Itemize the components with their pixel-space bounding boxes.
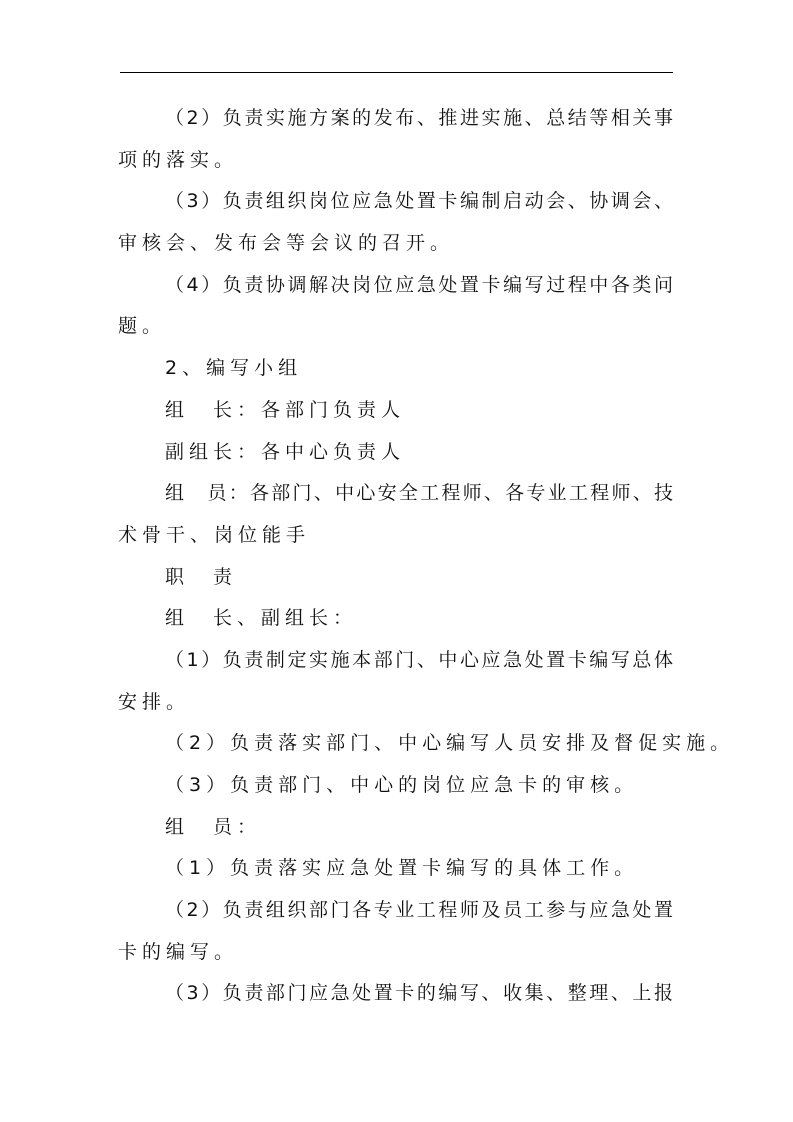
text-line: （3）负责部门应急处置卡的编写、收集、整理、上报 (165, 982, 673, 1005)
text-line: （2）负责组织部门各专业工程师及员工参与应急处置 (165, 899, 673, 922)
text-line: 组 长：各部门负责人 (165, 398, 406, 421)
text-line: 安排。 (118, 690, 191, 713)
text-line: 审核会、发布会等会议的召开。 (118, 232, 455, 255)
document-body (118, 102, 735, 1019)
text-line: 术骨干、岗位能手 (118, 523, 311, 546)
text-line: 卡的编写。 (118, 940, 239, 963)
text-line: 题。 (118, 315, 167, 338)
text-line: （2）负责实施方案的发布、推进实施、总结等相关事 (165, 107, 673, 129)
text-line: 组 长、副组长： (165, 607, 358, 630)
text-line: （1）负责落实应急处置卡编写的具体工作。 (165, 857, 639, 880)
text-line: （3）负责组织岗位应急处置卡编制启动会、协调会、 (165, 190, 673, 213)
text-line: 2、编写小组 (165, 357, 303, 380)
text-line: 副组长：各中心负责人 (165, 440, 406, 463)
text-line: 组 员：各部门、中心安全工程师、各专业工程师、技 (165, 482, 673, 505)
text-line: （2）负责落实部门、中心编写人员安排及督促实施。 (165, 732, 735, 755)
text-line: （1）负责制定实施本部门、中心应急处置卡编写总体 (165, 648, 673, 671)
text-line: 组 员： (165, 815, 262, 838)
text-line: （4）负责协调解决岗位应急处置卡编写过程中各类问 (165, 273, 673, 296)
text-line: 项的落实。 (118, 148, 239, 171)
text-line: （3）负责部门、中心的岗位应急卡的审核。 (165, 774, 639, 796)
text-line: 职 责 (165, 565, 238, 588)
header-rule (120, 72, 673, 73)
